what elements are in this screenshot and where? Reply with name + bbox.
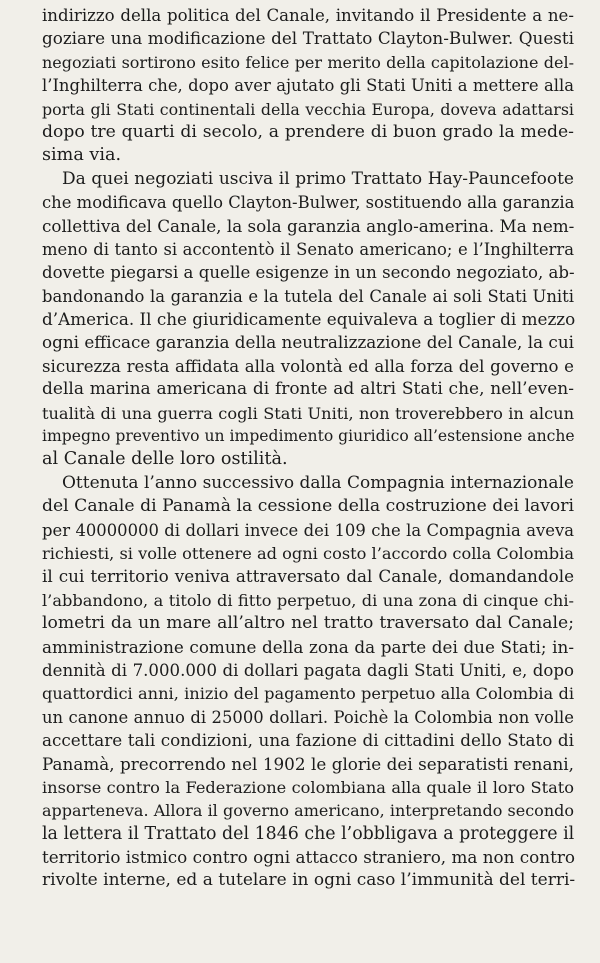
text-line: dovette piegarsi a quelle esigenze in un secondo negoziato, ab- [42,263,575,283]
text-line: un canone annuo di 25000 dollari. Poichè la Colombia non volle [42,707,574,727]
text-line: amministrazione comune della zona da parte dei due Stati; in- [42,636,574,657]
text-line: impegno preventivo un impedimento giuridico all’estensione anche [42,427,575,446]
text-line: per 40000000 di dollari invece dei 109 che la Compagnia aveva [42,520,574,540]
text-line: insorse contro la Federazione colombiana alla quale il loro Stato [42,777,574,797]
text-line: la lettera il Trattato del 1846 che l’obbligava a proteggere il [42,823,575,844]
text-line: il cui territorio veniva attraversato dal Canale, domandandole [42,566,574,587]
text-line: meno di tanto si accontentò il Senato americano; e l’Inghilterra [42,239,574,259]
text-line: l’Inghilterra che, dopo aver ajutato gli Stati Uniti a mettere alla [42,76,574,96]
text-line: territorio istmico contro ogni attacco straniero, ma non contro [42,847,575,868]
text-line: dopo tre quarti di secolo, a prendere di buon grado la mede- [42,121,574,142]
text-line: al Canale delle loro ostilità. [42,449,288,470]
text-line: dennità di 7.000.000 di dollari pagata dagli Stati Uniti, e, dopo [42,660,574,680]
text-line: indirizzo della politica del Canale, invitando il Presidente a ne- [42,6,574,25]
text-line: l’abbandono, a titolo di fitto perpetuo, di una zona di cinque chi- [42,590,574,610]
text-line: negoziati sortirono esito felice per merito della capitolazione del- [42,52,574,72]
text-line: sicurezza resta affidata alla volontà ed alla forza del governo e [42,356,574,376]
text-line: apparteneva. Allora il governo americano, interpretando secondo [42,801,574,821]
text-line: che modificava quello Clayton-Bulwer, sostituendo alla garanzia [42,193,575,213]
text-line: del Canale di Panamà la cessione della costruzione dei lavori [42,496,574,517]
text-line: quattordici anni, inizio del pagamento perpetuo alla Colombia di [42,684,574,704]
text-line: goziare una modificazione del Trattato Clayton-Bulwer. Questi [42,28,574,49]
text-line: richiesti, si volle ottenere ad ogni costo l’accordo colla Colombia [42,543,574,563]
text-line: bandonando la garanzia e la tutela del Canale ai soli Stati Uniti [42,286,574,306]
text-line: lometri da un mare all’altro nel tratto traversato dal Canale; [42,613,574,634]
text-line: ogni efficace garanzia della neutralizzazione del Canale, la cui [42,332,574,353]
text-line: d’America. Il che giuridicamente equivaleva a toglier di mezzo [42,309,576,330]
text-line: della marina americana di fronte ad altri Stati che, nell’even- [42,379,574,400]
text-line: tualità di una guerra cogli Stati Uniti, non troverebbero in alcun [42,403,574,423]
text-line: Da quei negoziati usciva il primo Trattato Hay-Pauncefoote [62,168,574,189]
text-line: accettare tali condizioni, una fazione di cittadini dello Stato di [42,730,574,751]
text-line: sima via. [42,145,122,166]
text-line: porta gli Stati continentali della vecchia Europa, doveva adattarsi [42,99,574,119]
text-line: Ottenuta l’anno successivo dalla Compagnia internazionale [62,472,574,493]
text-line: Panamà, precorrendo nel 1902 le glorie dei separatisti renani, [42,753,574,774]
text-line: rivolte interne, ed a tutelare in ogni caso l’immunità del terri- [42,870,576,891]
text-line: collettiva del Canale, la sola garanzia anglo-amerina. Ma nem- [42,215,575,236]
